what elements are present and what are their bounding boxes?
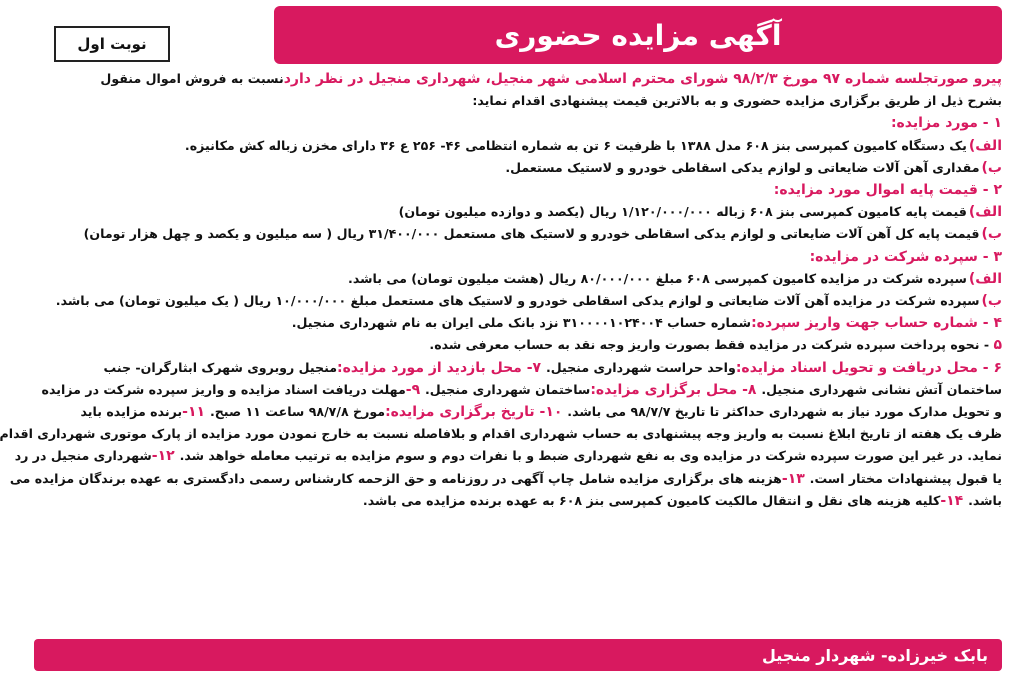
section-13-text: هزینه های برگزاری مزایده شامل چاپ آگهی در روزنامه و حق الزحمه کارشناس رسمی دادگستری به عهده برندگان مزایده می [9, 470, 782, 486]
section-12-text-end: یا قبول پیشنهادات مختار است. [809, 470, 1002, 486]
item-text: سپرده شرکت در مزایده کامیون کمپرسی ۶۰۸ مبلغ ۸۰/۰۰۰/۰۰۰ ریال (هشت میلیون تومان) می باشد. [348, 270, 967, 286]
section-8-heading: ۸- محل برگزاری مزایده: [590, 381, 762, 398]
section-3-heading: ۳ - سپرده شرکت در مزایده: [809, 248, 1002, 265]
section-2-item-a [34, 201, 1002, 223]
section-1-heading: ۱ - مورد مزایده: [890, 115, 1002, 132]
section-1-item-b [34, 157, 1002, 179]
section-2-heading: ۲ - قیمت پایه اموال مورد مزایده: [773, 182, 1002, 199]
section-6-text: واحد حراست شهرداری منجیل. [545, 359, 736, 375]
section-11-text-end: نماید. در غیر این صورت سپرده شرکت در مزایده وی به نفع شهرداری ضبط و با نفرات دوم و سوم مزایده به ترتیب معامله خواهد شد. [179, 448, 1002, 464]
section-5 [34, 334, 1002, 356]
signature: بابک خیرزاده- شهردار منجیل [761, 645, 988, 665]
sections-7-9 [34, 379, 1002, 401]
section-7-text-cont: ساختمان آتش نشانی شهرداری منجیل. [761, 381, 1002, 397]
section-8-text: ساختمان شهرداری منجیل. [425, 381, 591, 397]
section-1-item-a [34, 135, 1002, 157]
item-label: ب) [981, 159, 1002, 176]
item-text: سپرده شرکت در مزایده آهن آلات ضایعاتی و لوازم یدکی اسقاطی خودرو و لاستیک های مستعمل مبلغ ۱۰/۰۰۰/۰۰۰ ریال ( یک میلیون تومان) می باشد. [55, 293, 980, 309]
notice-body [0, 68, 1002, 512]
item-label: الف) [968, 204, 1002, 221]
intro-line-1 [34, 68, 1002, 90]
round-badge: نوبت اول [54, 26, 170, 62]
item-label: الف) [968, 270, 1002, 287]
section-4 [34, 312, 1002, 334]
item-text: مقداری آهن آلات ضایعاتی و لوازم یدکی اسقاطی خودرو و لاستیک مستعمل. [505, 159, 980, 175]
section-5-text: - نحوه پرداخت سپرده شرکت در مزایده فقط بصورت واریز وجه نقد به حساب معرفی شده. [429, 337, 994, 353]
item-text: قیمت پایه کامیون کمپرسی بنز ۶۰۸ زباله ۱/۱۲۰/۰۰۰/۰۰۰ ریال (یکصد و دوازده میلیون تومان) [398, 204, 967, 220]
item-label: ب) [981, 226, 1002, 243]
section-7-text: منجیل روبروی شهرک ابثارگران- جنب [103, 359, 338, 375]
section-13-number: ۱۳- [781, 470, 810, 487]
sections-12-13 [9, 468, 1002, 490]
section-11-cont: ظرف یک هفته از تاریخ ابلاغ نسبت به واریز وجه پیشنهادی به حساب شهرداری اقدام و بلافاصله نسبت به خارج نمودن مورد مزایده از پارک موتوری شهرداری اقدام [0, 426, 1002, 442]
item-text: قیمت پایه کل آهن آلات ضایعاتی و لوازم یدکی اسقاطی خودرو و لاستیک های مستعمل ۳۱/۴۰۰/۰۰۰ ریال ( سه میلیون و یکصد و چهل هزار تومان) [83, 226, 980, 242]
sections-11-12 [14, 445, 1002, 467]
section-13-text-end: باشد. [968, 492, 1002, 508]
section-12-text: شهرداری منجیل در رد [14, 448, 152, 464]
section-9-number: ۹- [405, 381, 426, 398]
section-2-item-b [34, 223, 1002, 245]
notice-title: آگهی مزایده حضوری [494, 18, 782, 52]
section-3-item-a [34, 268, 1002, 290]
sections-9-11 [34, 401, 1002, 423]
section-9-text-cont: و تحویل مدارک مورد نیاز به شهرداری حداکثر تا تاریخ ۹۸/۷/۷ می باشد. [567, 404, 1002, 420]
item-label: الف) [968, 137, 1002, 154]
section-9-text: مهلت دریافت اسناد مزایده و واریز سپرده شرکت در مزایده [41, 381, 406, 397]
section-3-item-b [34, 290, 1002, 312]
intro-rest: نسبت به فروش اموال منقول [100, 71, 284, 86]
section-14-text: کلیه هزینه های نقل و انتقال مالکیت کامیون کمپرسی بنز ۶۰۸ به عهده برنده مزایده می باشد. [362, 492, 941, 508]
section-7-heading: ۷- محل بازدید از مورد مزایده: [337, 359, 546, 376]
section-12-number: ۱۲- [151, 448, 180, 465]
section-10-text: مورخ ۹۸/۷/۸ ساعت ۱۱ صبح. [209, 404, 386, 420]
sections-6-7 [34, 357, 1002, 379]
signature-bar [34, 639, 1002, 671]
item-text: یک دستگاه کامیون کمپرسی بنز ۶۰۸ مدل ۱۳۸۸ با ظرفیت ۶ تن به شماره انتظامی ۴۶- ۲۵۶ ع ۳۶ دارای مخزن زباله کش مکانیزه. [184, 137, 967, 153]
section-10-heading: ۱۰- تاریخ برگزاری مزایده: [385, 404, 568, 421]
section-4-text: شماره حساب ۳۱۰۰۰۰۱۰۲۴۰۰۴ نزد بانک ملی ایران به نام شهرداری منجیل. [291, 315, 752, 331]
sections-13-14 [34, 490, 1002, 512]
intro-line-2: بشرح ذیل از طریق برگزاری مزایده حضوری و به بالاترین قیمت پیشنهادی اقدام نماید: [472, 93, 1002, 109]
item-label: ب) [981, 293, 1002, 310]
title-banner [274, 6, 1002, 64]
section-14-number: ۱۴- [940, 492, 969, 509]
section-4-heading: ۴ - شماره حساب جهت واریز سپرده: [751, 315, 1002, 332]
section-11-number: ۱۱- [182, 404, 210, 421]
section-6-heading: ۶ - محل دریافت و تحویل اسناد مزایده: [735, 359, 1002, 376]
notice-header [34, 6, 1002, 68]
section-11-text: برنده مزایده باید [80, 404, 183, 420]
section-5-number: ۵ [993, 337, 1002, 354]
intro-highlight: پیرو صورتجلسه شماره ۹۷ مورخ ۹۸/۲/۳ شورای محترم اسلامی شهر منجیل، شهرداری منجیل در نظر دارد [283, 71, 1002, 87]
